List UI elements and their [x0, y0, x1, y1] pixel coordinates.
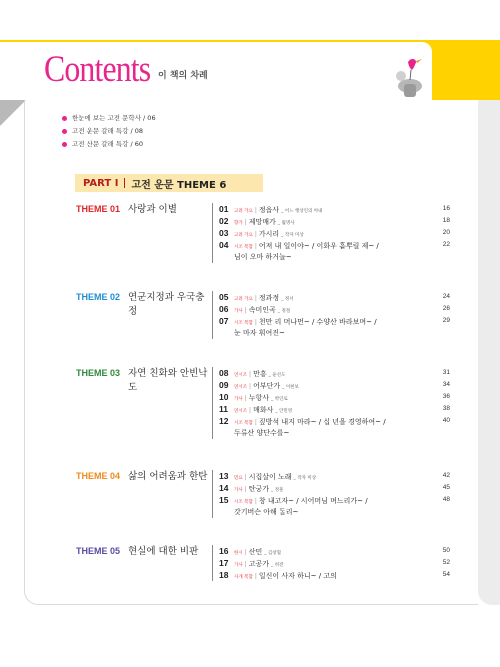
entry-number: 05	[219, 292, 229, 302]
page-number: 22	[442, 241, 450, 248]
entry-number: 02	[219, 216, 229, 226]
intro-item[interactable]: 한눈에 보는 고전 문학사 / 06	[62, 112, 156, 125]
theme-label: THEME 01	[76, 204, 121, 214]
author-name: 윤선도	[272, 373, 286, 378]
author-name: 정훈	[274, 488, 284, 493]
page-number: 26	[442, 305, 450, 312]
entry-number: 18	[219, 570, 229, 580]
entry-list	[212, 203, 450, 263]
work-title: 만흥	[253, 370, 267, 378]
toc-entry[interactable]: 03 고려 가요 | 가시리 _ 작자 미상 20	[219, 228, 450, 238]
work-title: 어부단가	[253, 382, 281, 390]
page-number: 42	[442, 472, 450, 479]
genre-tag: 시조 복합	[234, 321, 253, 326]
page-number: 31	[442, 369, 450, 376]
toc-entry[interactable]: 10 가사 | 누항사 _ 박인로 36	[219, 392, 450, 402]
entry-number: 14	[219, 483, 229, 493]
entry-number: 17	[219, 558, 229, 568]
page-corner-flap	[0, 100, 26, 126]
theme-name: 사랑과 이별	[128, 204, 177, 215]
toc-entry[interactable]: 13 민요 | 시집살이 노래 _ 작자 미상 42	[219, 471, 450, 481]
work-title: 정읍사	[258, 206, 280, 214]
author-name: 월명사	[281, 221, 295, 226]
theme-name: 삶의 어려움과 한탄	[128, 471, 208, 482]
author-name: 이현보	[285, 385, 299, 390]
genre-tag: 연시조	[234, 373, 248, 378]
toc-entry[interactable]: 08 연시조 | 만흥 _ 윤선도 31	[219, 368, 450, 378]
author-name: 허전	[274, 563, 284, 568]
page-number: 18	[442, 217, 450, 224]
work-title: 제망매가	[248, 218, 276, 226]
part-heading	[75, 174, 263, 192]
entry-number: 10	[219, 392, 229, 402]
bird-on-mushroom-icon	[392, 56, 426, 98]
entry-number: 11	[219, 404, 228, 414]
entry-number: 07	[219, 316, 229, 326]
theme-label: THEME 05	[76, 546, 121, 556]
toc-entry[interactable]: 12 시조 복합 | 짚방석 내지 마라~ / 십 년을 경영하여~ / 두류산 양단수를~ 40	[219, 416, 450, 437]
work-title: 고공가	[248, 560, 270, 568]
toc-entry[interactable]: 18 사개 복합 | 일신이 사자 하니~ / 고의 54	[219, 570, 450, 580]
toc-entry[interactable]: 15 시조 복합 | 창 내고자~ / 시어머님 며느리가~ / 갓기버슨 아해 ᄃᆞᆯ리~ 48	[219, 495, 450, 516]
theme-name: 자연 친화와 안빈낙도	[128, 368, 208, 393]
work-title: 어져 내 일이야~ / 이화우 흩뿌릴 제~ /	[258, 242, 379, 250]
work-title-continued: 님이 오마 하거늘~	[234, 253, 292, 261]
toc-entry[interactable]: 02 향가 | 제망매가 _ 월명사 18	[219, 216, 450, 226]
intro-item[interactable]: 고전 산문 갈래 특강 / 60	[62, 138, 156, 151]
work-title: 일신이 사자 하니~ / 고의	[258, 572, 337, 580]
author-name: 정서	[284, 297, 294, 302]
intro-list	[62, 112, 156, 151]
entry-number: 06	[219, 304, 229, 314]
theme-name: 연군지정과 우국충정	[128, 292, 205, 317]
work-title-continued: 갓기버슨 아해 ᄃᆞᆯ리~	[234, 508, 299, 516]
toc-entry[interactable]: 16 한시 | 산민 _ 김창협 50	[219, 546, 450, 556]
work-title: 정과정	[258, 294, 280, 302]
page-subtitle: 이 책의 차례	[158, 71, 208, 81]
genre-tag: 연시조	[234, 409, 248, 414]
genre-tag: 가사	[234, 563, 243, 568]
entry-number: 04	[219, 240, 229, 250]
page-number: 16	[442, 205, 450, 212]
page-number: 52	[442, 559, 450, 566]
genre-tag: 가사	[234, 397, 243, 402]
genre-tag: 고려 가요	[234, 209, 253, 214]
work-title-continued: 눈 마자 휘여진~	[234, 329, 285, 337]
page-number: 45	[442, 484, 450, 491]
author-name: 안민영	[279, 409, 293, 414]
author-name: 작자 미상	[284, 233, 304, 238]
toc-entry[interactable]: 09 연시조 | 어부단가 _ 이현보 34	[219, 380, 450, 390]
page-number: 38	[442, 405, 450, 412]
work-title: 매화사	[253, 406, 274, 414]
genre-tag: 가사	[234, 488, 243, 493]
entry-number: 12	[219, 416, 229, 426]
toc-entry[interactable]: 01 고려 가요 | 정읍사 _ 어느 행상인의 아내 16	[219, 204, 450, 214]
work-title-continued: 두류산 양단수를~	[234, 429, 290, 437]
author-name: 박인로	[274, 397, 288, 402]
toc-entry[interactable]: 14 가사 | 탄궁가 _ 정훈 45	[219, 483, 450, 493]
intro-item[interactable]: 고전 운문 갈래 특강 / 08	[62, 125, 156, 138]
genre-tag: 사개 복합	[234, 575, 253, 580]
entry-list	[212, 367, 450, 439]
toc-entry[interactable]: 11 연시조 | 매화사 _ 안민영 38	[219, 404, 450, 414]
right-frame-strip	[478, 100, 500, 605]
theme-name: 현실에 대한 비판	[128, 546, 199, 557]
theme-label: THEME 03	[76, 368, 121, 378]
work-title: 산민	[248, 548, 263, 556]
page-number: 36	[442, 393, 450, 400]
work-title: 가시리	[258, 230, 280, 238]
toc-entry[interactable]: 06 가사 | 속미인곡 _ 정철 26	[219, 304, 450, 314]
toc-entry[interactable]: 04 시조 복합 | 어져 내 일이야~ / 이화우 흩뿌릴 제~ / 님이 오마 하거늘~ 22	[219, 240, 450, 261]
genre-tag: 민요	[234, 476, 243, 481]
page-number: 20	[442, 229, 450, 236]
part-divider	[124, 178, 125, 188]
theme-label: THEME 04	[76, 471, 121, 481]
part-title: 고전 운문 THEME 6	[131, 179, 227, 191]
genre-tag: 시조 복합	[234, 500, 253, 505]
genre-tag: 연시조	[234, 385, 248, 390]
genre-tag: 고려 가요	[234, 297, 253, 302]
author-name: 정철	[281, 309, 291, 314]
author-name: 김창협	[267, 551, 281, 556]
page-number: 34	[442, 381, 450, 388]
entry-list	[212, 470, 450, 518]
entry-number: 15	[219, 495, 229, 505]
entry-number: 16	[219, 546, 229, 556]
work-title: 탄궁가	[248, 485, 270, 493]
page-number: 48	[442, 496, 450, 503]
genre-tag: 한시	[234, 551, 243, 556]
part-label: PART I	[83, 177, 119, 189]
genre-tag: 시조 복합	[234, 421, 253, 426]
genre-tag: 시조 복합	[234, 245, 253, 250]
toc-entry[interactable]: 17 가사 | 고공가 _ 허전 52	[219, 558, 450, 568]
entry-number: 09	[219, 380, 229, 390]
entry-number: 08	[219, 368, 229, 378]
work-title: 창 내고자~ / 시어머님 며느리가~ /	[258, 497, 368, 505]
work-title: 짚방석 내지 마라~ / 십 년을 경영하여~ /	[258, 418, 386, 426]
author-name: 작자 미상	[297, 476, 317, 481]
entry-list	[212, 291, 450, 339]
page-number: 29	[442, 317, 450, 324]
genre-tag: 가사	[234, 309, 243, 314]
theme-label: THEME 02	[76, 292, 121, 302]
work-title: 천만 리 머나먼~ / 수양산 바라보며~ /	[258, 318, 377, 326]
page-number: 40	[442, 417, 450, 424]
genre-tag: 향가	[234, 221, 243, 226]
page-number: 50	[442, 547, 450, 554]
author-name: 어느 행상인의 아내	[284, 209, 323, 214]
work-title: 시집살이 노래	[248, 473, 292, 481]
page-title: Contents	[44, 49, 151, 90]
toc-entry[interactable]: 07 시조 복합 | 천만 리 머나먼~ / 수양산 바라보며~ / 눈 마자 휘여진~ 29	[219, 316, 450, 337]
entry-list	[212, 545, 450, 581]
page-number: 54	[442, 571, 450, 578]
work-title: 속미인곡	[248, 306, 276, 314]
entry-number: 13	[219, 471, 229, 481]
page-number: 24	[442, 293, 450, 300]
work-title: 누항사	[248, 394, 270, 402]
toc-entry[interactable]: 05 고려 가요 | 정과정 _ 정서 24	[219, 292, 450, 302]
entry-number: 03	[219, 228, 229, 238]
genre-tag: 고려 가요	[234, 233, 253, 238]
entry-number: 01	[219, 204, 229, 214]
